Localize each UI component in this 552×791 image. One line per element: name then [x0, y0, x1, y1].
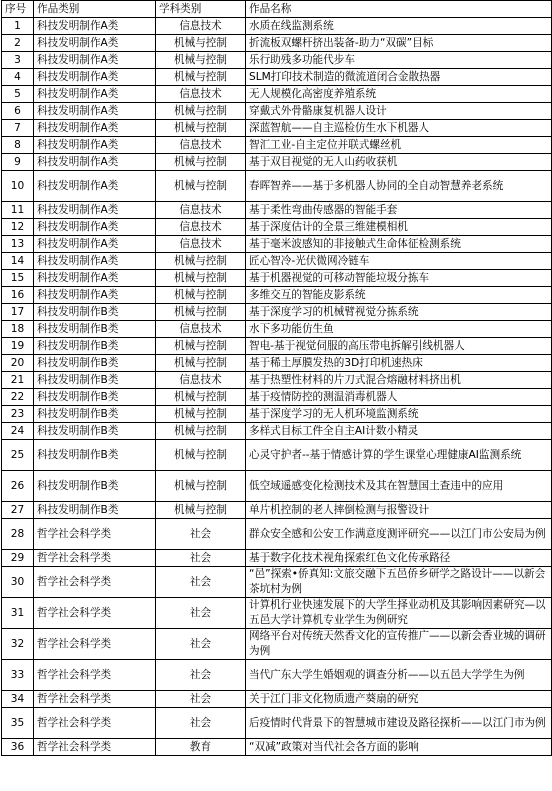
cell-category: 科技发明制作B类 [34, 304, 156, 321]
cell-title: 基于疫情防控的测温消毒机器人 [246, 389, 552, 406]
cell-subject: 社会 [156, 598, 246, 629]
cell-subject: 机械与控制 [156, 304, 246, 321]
cell-category: 科技发明制作B类 [34, 338, 156, 355]
cell-title: 网络平台对传统天然香文化的宣传推广——以新会香业城的调研为例 [246, 629, 552, 660]
cell-subject: 信息技术 [156, 372, 246, 389]
cell-subject: 信息技术 [156, 219, 246, 236]
cell-category: 科技发明制作A类 [34, 120, 156, 137]
cell-category: 哲学社会科学类 [34, 708, 156, 739]
cell-title: 关于江门非文化物质遗产葵扇的研究 [246, 691, 552, 708]
table-row [2, 202, 552, 219]
table-body [2, 18, 552, 756]
header-category: 作品类别 [34, 1, 156, 18]
cell-title: 基于深度学习的无人机环境监测系统 [246, 406, 552, 423]
cell-title: 心灵守护者--基于情感计算的学生课堂心理健康AI监测系统 [246, 440, 552, 471]
cell-number: 32 [2, 629, 34, 660]
cell-title: 匠心智冷-光伏微网冷链车 [246, 253, 552, 270]
cell-category: 哲学社会科学类 [34, 660, 156, 691]
cell-subject: 教育 [156, 739, 246, 756]
cell-number: 2 [2, 35, 34, 52]
cell-subject: 机械与控制 [156, 69, 246, 86]
cell-number: 3 [2, 52, 34, 69]
table-row [2, 519, 552, 550]
cell-category: 科技发明制作B类 [34, 502, 156, 519]
cell-title: 计算机行业快速发展下的大学生择业动机及其影响因素研究—以五邑大学计算机专业学生为例研究 [246, 598, 552, 629]
header-number: 序号 [2, 1, 34, 18]
table-row [2, 304, 552, 321]
cell-title: 单片机控制的老人摔倒检测与报警设计 [246, 502, 552, 519]
cell-category: 哲学社会科学类 [34, 691, 156, 708]
cell-subject: 社会 [156, 691, 246, 708]
cell-subject: 机械与控制 [156, 154, 246, 171]
cell-category: 科技发明制作B类 [34, 355, 156, 372]
cell-title: 多维交互的智能皮影系统 [246, 287, 552, 304]
cell-subject: 机械与控制 [156, 171, 246, 202]
table-row [2, 389, 552, 406]
cell-title: 基于深度学习的机械臂视觉分拣系统 [246, 304, 552, 321]
cell-category: 科技发明制作B类 [34, 406, 156, 423]
table-row [2, 154, 552, 171]
cell-title: 后疫情时代背景下的智慧城市建设及路径探析——以江门市为例 [246, 708, 552, 739]
cell-title: 水下多功能仿生鱼 [246, 321, 552, 338]
table-row [2, 598, 552, 629]
cell-title: 基于深度估计的全景三维建模相机 [246, 219, 552, 236]
cell-title: “双减”政策对当代社会各方面的影响 [246, 739, 552, 756]
cell-title: 群众安全感和公安工作满意度测评研究——以江门市公安局为例 [246, 519, 552, 550]
cell-number: 7 [2, 120, 34, 137]
table-row [2, 35, 552, 52]
cell-title: 基于双目视觉的无人山药收获机 [246, 154, 552, 171]
cell-number: 14 [2, 253, 34, 270]
cell-subject: 机械与控制 [156, 253, 246, 270]
cell-subject: 机械与控制 [156, 35, 246, 52]
table-row [2, 69, 552, 86]
cell-subject: 社会 [156, 660, 246, 691]
cell-subject: 机械与控制 [156, 502, 246, 519]
cell-subject: 社会 [156, 567, 246, 598]
cell-subject: 机械与控制 [156, 103, 246, 120]
table-row [2, 550, 552, 567]
cell-title: 水质在线监测系统 [246, 18, 552, 35]
cell-category: 科技发明制作A类 [34, 18, 156, 35]
cell-number: 25 [2, 440, 34, 471]
cell-subject: 机械与控制 [156, 52, 246, 69]
cell-title: 基于机器视觉的可移动智能垃圾分拣车 [246, 270, 552, 287]
cell-subject: 机械与控制 [156, 423, 246, 440]
cell-category: 科技发明制作A类 [34, 202, 156, 219]
table-row [2, 471, 552, 502]
cell-category: 科技发明制作A类 [34, 69, 156, 86]
header-title: 作品名称 [246, 1, 552, 18]
cell-title: SLM打印技术制造的微流道闭合金散热器 [246, 69, 552, 86]
cell-category: 科技发明制作A类 [34, 52, 156, 69]
cell-category: 哲学社会科学类 [34, 550, 156, 567]
header-subject: 学科类别 [156, 1, 246, 18]
cell-category: 科技发明制作B类 [34, 423, 156, 440]
cell-number: 28 [2, 519, 34, 550]
cell-number: 24 [2, 423, 34, 440]
cell-category: 科技发明制作B类 [34, 440, 156, 471]
cell-number: 5 [2, 86, 34, 103]
cell-category: 科技发明制作A类 [34, 219, 156, 236]
cell-number: 6 [2, 103, 34, 120]
table-row [2, 52, 552, 69]
cell-subject: 社会 [156, 708, 246, 739]
table-row [2, 171, 552, 202]
cell-title: 折流板双螺杆挤出装备-助力“双碳”目标 [246, 35, 552, 52]
cell-number: 23 [2, 406, 34, 423]
cell-number: 17 [2, 304, 34, 321]
cell-category: 科技发明制作A类 [34, 236, 156, 253]
cell-number: 10 [2, 171, 34, 202]
cell-title: 春晖智养——基于多机器人协同的全自动智慧养老系统 [246, 171, 552, 202]
cell-subject: 信息技术 [156, 321, 246, 338]
cell-number: 30 [2, 567, 34, 598]
table-row [2, 739, 552, 756]
cell-subject: 信息技术 [156, 202, 246, 219]
cell-number: 29 [2, 550, 34, 567]
cell-title: 低空域遥感变化检测技术及其在智慧国土查违中的应用 [246, 471, 552, 502]
cell-category: 科技发明制作A类 [34, 253, 156, 270]
cell-subject: 机械与控制 [156, 355, 246, 372]
header-row [2, 1, 552, 18]
table-row [2, 103, 552, 120]
cell-category: 科技发明制作B类 [34, 471, 156, 502]
table-row [2, 440, 552, 471]
cell-subject: 机械与控制 [156, 120, 246, 137]
cell-title: 基于稀土厚膜发热的3D打印机速热床 [246, 355, 552, 372]
cell-category: 科技发明制作A类 [34, 171, 156, 202]
cell-number: 20 [2, 355, 34, 372]
works-table [1, 0, 552, 756]
cell-number: 12 [2, 219, 34, 236]
table-row [2, 372, 552, 389]
cell-subject: 信息技术 [156, 236, 246, 253]
table-row [2, 708, 552, 739]
cell-title: 多样式目标工件全自主AI计数小精灵 [246, 423, 552, 440]
table-row [2, 355, 552, 372]
table-row [2, 502, 552, 519]
cell-number: 26 [2, 471, 34, 502]
cell-category: 哲学社会科学类 [34, 739, 156, 756]
table-row [2, 338, 552, 355]
cell-number: 13 [2, 236, 34, 253]
cell-category: 哲学社会科学类 [34, 567, 156, 598]
table-row [2, 406, 552, 423]
cell-category: 科技发明制作A类 [34, 35, 156, 52]
cell-category: 科技发明制作A类 [34, 270, 156, 287]
cell-subject: 机械与控制 [156, 440, 246, 471]
cell-title: 无人规模化高密度养殖系统 [246, 86, 552, 103]
cell-title: 深蓝智航——自主巡检仿生水下机器人 [246, 120, 552, 137]
table-row [2, 270, 552, 287]
cell-number: 15 [2, 270, 34, 287]
cell-number: 19 [2, 338, 34, 355]
table-row [2, 219, 552, 236]
cell-title: 基于热塑性材料的片刀式混合熔融材料挤出机 [246, 372, 552, 389]
cell-number: 11 [2, 202, 34, 219]
cell-category: 哲学社会科学类 [34, 519, 156, 550]
table-row [2, 236, 552, 253]
cell-subject: 社会 [156, 629, 246, 660]
cell-number: 1 [2, 18, 34, 35]
cell-number: 22 [2, 389, 34, 406]
cell-number: 33 [2, 660, 34, 691]
cell-title: 基于柔性弯曲传感器的智能手套 [246, 202, 552, 219]
cell-title: 基于毫米波感知的非接触式生命体征检测系统 [246, 236, 552, 253]
cell-number: 31 [2, 598, 34, 629]
table-row [2, 567, 552, 598]
table-row [2, 287, 552, 304]
cell-title: “邑”探索•侨真知:文旅交融下五邑侨乡研学之路设计——以新会茶坑村为例 [246, 567, 552, 598]
cell-subject: 信息技术 [156, 18, 246, 35]
cell-category: 哲学社会科学类 [34, 629, 156, 660]
cell-subject: 机械与控制 [156, 338, 246, 355]
table-row [2, 321, 552, 338]
table-row [2, 253, 552, 270]
cell-number: 34 [2, 691, 34, 708]
table-row [2, 120, 552, 137]
cell-subject: 机械与控制 [156, 406, 246, 423]
cell-subject: 机械与控制 [156, 471, 246, 502]
cell-title: 当代广东大学生婚姻观的调查分析——以五邑大学学生为例 [246, 660, 552, 691]
cell-number: 27 [2, 502, 34, 519]
cell-subject: 机械与控制 [156, 389, 246, 406]
cell-title: 基于数字化技术视角探索红色文化传承路径 [246, 550, 552, 567]
cell-number: 35 [2, 708, 34, 739]
cell-category: 科技发明制作A类 [34, 154, 156, 171]
cell-title: 穿戴式外骨骼康复机器人设计 [246, 103, 552, 120]
cell-category: 科技发明制作A类 [34, 103, 156, 120]
cell-subject: 社会 [156, 550, 246, 567]
cell-category: 科技发明制作A类 [34, 137, 156, 154]
cell-subject: 机械与控制 [156, 270, 246, 287]
cell-number: 36 [2, 739, 34, 756]
table-row [2, 691, 552, 708]
cell-subject: 信息技术 [156, 86, 246, 103]
cell-title: 智电-基于视觉伺服的高压带电拆解引线机器人 [246, 338, 552, 355]
cell-title: 乐行助残多功能代步车 [246, 52, 552, 69]
cell-number: 21 [2, 372, 34, 389]
cell-category: 科技发明制作B类 [34, 321, 156, 338]
cell-category: 科技发明制作A类 [34, 86, 156, 103]
cell-subject: 机械与控制 [156, 287, 246, 304]
cell-number: 9 [2, 154, 34, 171]
table-row [2, 629, 552, 660]
table-row [2, 660, 552, 691]
cell-title: 智汇工业-自主定位并联式螺丝机 [246, 137, 552, 154]
table-row [2, 423, 552, 440]
cell-number: 4 [2, 69, 34, 86]
cell-number: 16 [2, 287, 34, 304]
cell-subject: 信息技术 [156, 137, 246, 154]
table-row [2, 18, 552, 35]
cell-subject: 社会 [156, 519, 246, 550]
table-row [2, 86, 552, 103]
cell-category: 科技发明制作B类 [34, 389, 156, 406]
cell-category: 哲学社会科学类 [34, 598, 156, 629]
cell-category: 科技发明制作B类 [34, 372, 156, 389]
cell-number: 8 [2, 137, 34, 154]
cell-category: 科技发明制作A类 [34, 287, 156, 304]
cell-number: 18 [2, 321, 34, 338]
table-row [2, 137, 552, 154]
